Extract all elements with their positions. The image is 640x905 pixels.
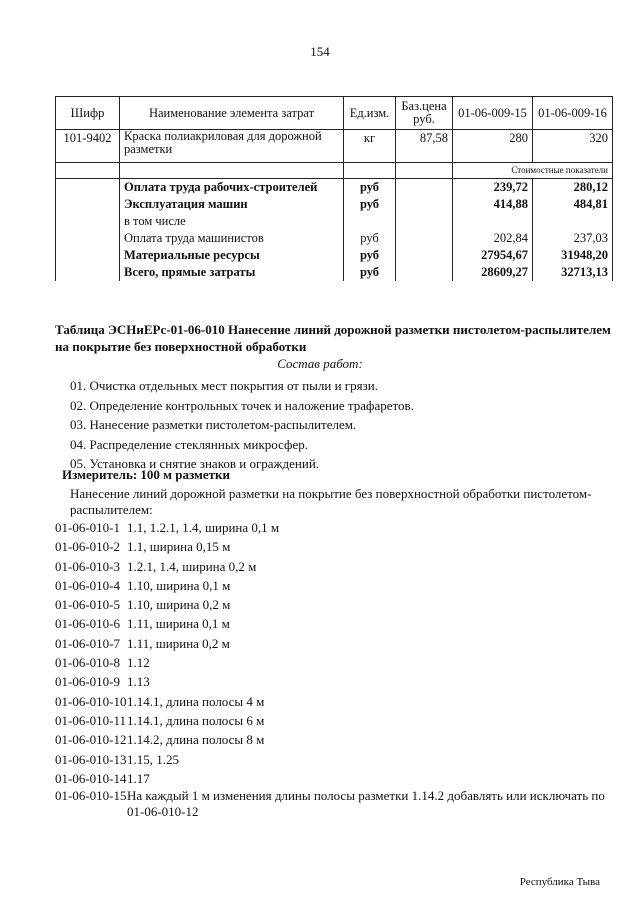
list-item xyxy=(55,634,615,653)
list-item xyxy=(55,557,615,576)
table-header-row xyxy=(56,97,613,130)
summary-name: Материальные ресурсы xyxy=(120,247,344,264)
code-id: 01-06-010-9 xyxy=(55,674,120,690)
list-item xyxy=(55,711,615,730)
code-id: 01-06-010-11 xyxy=(55,712,127,728)
list-item xyxy=(55,595,615,614)
page-number: 154 xyxy=(310,44,330,59)
cost-table xyxy=(55,96,613,281)
code-text: 1.14.2, длина полосы 8 м xyxy=(127,732,265,748)
summary-v1: 27954,67 xyxy=(453,247,533,264)
code-id: 01-06-010-2 xyxy=(55,539,120,555)
summary-v1: 202,84 xyxy=(453,230,533,247)
code-id: 01-06-010-15 xyxy=(55,788,127,804)
code-text: 1.11, ширина 0,1 м xyxy=(127,616,230,632)
item-v2: 320 xyxy=(533,130,613,163)
list-item xyxy=(55,730,615,749)
col-header-unit: Ед.изм. xyxy=(344,97,396,130)
list-item xyxy=(55,672,615,691)
summary-unit xyxy=(344,213,396,230)
section-label-row xyxy=(56,163,613,179)
operations-list xyxy=(70,376,610,474)
summary-v2: 484,81 xyxy=(533,196,613,213)
code-id: 01-06-010-10 xyxy=(55,693,127,709)
col-header-code: Шифр xyxy=(56,97,120,130)
item-price: 87,58 xyxy=(396,130,453,163)
item-unit: кг xyxy=(344,130,396,163)
code-text: 1.13 xyxy=(127,674,150,690)
code-text: 1.14.1, длина полосы 6 м xyxy=(127,712,265,728)
col-header-name: Наименование элемента затрат xyxy=(120,97,344,130)
item-code: 101-9402 xyxy=(56,130,120,163)
code-text: 1.2.1, 1.4, ширина 0,2 м xyxy=(127,558,257,574)
code-text: 1.1, 1.2.1, 1.4, ширина 0,1 м xyxy=(127,520,280,535)
list-item xyxy=(55,769,615,788)
col-header-price: Баз.цена руб. xyxy=(396,97,453,130)
list-item xyxy=(55,537,615,556)
summary-v1: 239,72 xyxy=(453,179,533,197)
code-text: 1.15, 1.25 xyxy=(127,751,179,767)
summary-unit: руб xyxy=(344,264,396,281)
list-item: 03. Нанесение разметки пистолетом-распылителем. xyxy=(70,417,357,432)
code-id: 01-06-010-12 xyxy=(55,732,127,748)
section-label: Стоимостные показатели xyxy=(453,163,613,179)
summary-v1 xyxy=(453,213,533,230)
summary-v2: 32713,13 xyxy=(533,264,613,281)
code-text: 1.11, ширина 0,2 м xyxy=(127,635,230,651)
summary-row xyxy=(56,213,613,230)
summary-unit: руб xyxy=(344,230,396,247)
item-name: Краска полиакриловая для дорожной разметки xyxy=(120,130,344,163)
composition-title: Состав работ: xyxy=(277,356,363,371)
code-id: 01-06-010-1 xyxy=(55,520,120,535)
code-text: 1.17 xyxy=(127,770,150,786)
summary-name: Эксплуатация машин xyxy=(120,196,344,213)
list-item xyxy=(55,653,615,672)
list-item: 02. Определение контрольных точек и наложение трафаретов. xyxy=(70,397,414,413)
code-text: 1.1, ширина 0,15 м xyxy=(127,539,231,555)
section-title: Таблица ЭСНиЕРс-01-06-010 Нанесение линий дорожной разметки пистолетом-распылителем на покрытие без поверхностной обработки xyxy=(55,322,611,354)
code-id: 01-06-010-8 xyxy=(55,655,120,671)
list-item xyxy=(55,750,615,769)
summary-row xyxy=(56,230,613,247)
summary-v1: 28609,27 xyxy=(453,264,533,281)
summary-v2 xyxy=(533,213,613,230)
summary-name: в том числе xyxy=(120,213,344,230)
code-text: 1.10, ширина 0,1 м xyxy=(127,577,231,593)
code-text: 1.14.1, длина полосы 4 м xyxy=(127,693,265,709)
summary-name: Оплата труда машинистов xyxy=(120,230,344,247)
list-item xyxy=(55,576,615,595)
summary-row xyxy=(56,247,613,264)
col-header-v2: 01-06-009-16 xyxy=(533,97,613,130)
code-id: 01-06-010-5 xyxy=(55,597,120,613)
code-id: 01-06-010-4 xyxy=(55,577,120,593)
summary-unit: руб xyxy=(344,179,396,197)
summary-unit: руб xyxy=(344,196,396,213)
list-item: 05. Установка и снятие знаков и ограждений. xyxy=(70,456,320,471)
list-item xyxy=(55,518,615,537)
code-id: 01-06-010-3 xyxy=(55,558,120,574)
summary-v2: 237,03 xyxy=(533,230,613,247)
col-header-v1: 01-06-009-15 xyxy=(453,97,533,130)
code-id: 01-06-010-6 xyxy=(55,616,120,632)
table-row xyxy=(56,130,613,163)
summary-row xyxy=(56,179,613,197)
code-text: На каждый 1 м изменения длины полосы разметки 1.14.2 добавлять или исключать по 01-06-010-12 xyxy=(127,788,605,820)
footer-region: Республика Тыва xyxy=(519,876,600,888)
measure-label: Измеритель: xyxy=(62,467,138,482)
code-id: 01-06-010-14 xyxy=(55,770,127,786)
code-text: 1.12 xyxy=(127,655,150,671)
list-item xyxy=(55,614,615,633)
list-item: 01. Очистка отдельных мест покрытия от пыли и грязи. xyxy=(70,378,378,393)
measure-line xyxy=(62,467,230,483)
description: Нанесение линий дорожной разметки на покрытие без поверхностной обработки пистолетом-распылителем: xyxy=(70,486,592,517)
code-id: 01-06-010-7 xyxy=(55,635,120,651)
item-v1: 280 xyxy=(453,130,533,163)
code-id: 01-06-010-13 xyxy=(55,751,127,767)
summary-name: Всего, прямые затраты xyxy=(120,264,344,281)
summary-row xyxy=(56,264,613,281)
codes-list xyxy=(55,518,615,822)
summary-name: Оплата труда рабочих-строителей xyxy=(120,179,344,197)
summary-v1: 414,88 xyxy=(453,196,533,213)
summary-row xyxy=(56,196,613,213)
summary-unit: руб xyxy=(344,247,396,264)
summary-v2: 280,12 xyxy=(533,179,613,197)
list-item xyxy=(55,788,615,822)
summary-v2: 31948,20 xyxy=(533,247,613,264)
list-item xyxy=(55,692,615,711)
list-item: 04. Распределение стеклянных микросфер. xyxy=(70,436,308,452)
measure-value: 100 м разметки xyxy=(140,467,231,482)
code-text: 1.10, ширина 0,2 м xyxy=(127,597,231,613)
